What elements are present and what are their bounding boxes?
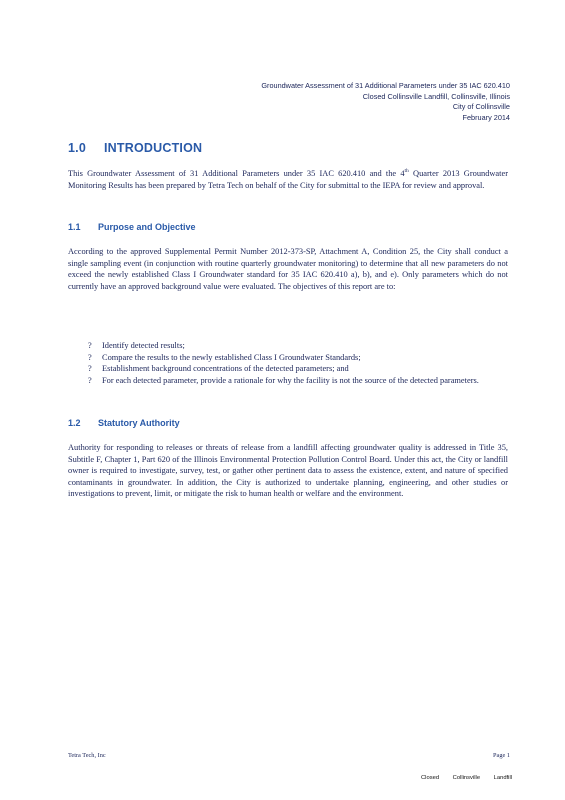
- header-date: February 2014: [462, 112, 510, 122]
- bullet-mark: ?: [88, 352, 92, 362]
- section-title: INTRODUCTION: [104, 141, 203, 155]
- authority-paragraph: Authority for responding to releases or threats of release from a landfill affecting groundwater quality is addressed in Title 35, Subtitle F, Chapter 1, Part 620 of the Illinois Environmental Protection Pollution Control Board. Under this act, the City or landfill owner is required to investigate, survey, test, or gather other pertinent data to assess the existence, extent, and nature of specified contaminants in groundwater. In addition, the City is authorized to undertake planning, engineering, and other studies or investigations to prevent, limit, or mitigate the risk to human health or welfare and the environment.: [68, 443, 508, 498]
- intro-text-part2: Quarter 2013 Groundwater Monitoring Results has been prepared by Tetra Tech on behalf of the City for submittal to the IEPA for review and approval.: [68, 169, 508, 190]
- purpose-paragraph: According to the approved Supplemental Permit Number 2012-373-SP, Attachment A, Condition 25, the City shall conduct a single sampling event (in conjunction with routine quarterly groundwater monitoring) to determine that all new parameters do not exceed the newly established Class I Groundwater standard for 35 IAC 620.410 a), b), and e). Only parameters which do not currently have an approved background value were evaluated. The objectives of this report are to:: [68, 247, 508, 291]
- subsection-title: Purpose and Objective: [98, 222, 196, 232]
- footer-page-number: Page 1: [493, 752, 510, 759]
- document-header: [261, 81, 510, 123]
- list-item: [88, 363, 508, 375]
- list-item: [88, 352, 508, 364]
- list-item-text: For each detected parameter, provide a rationale for why the facility is not the source of the detected parameters.: [102, 375, 479, 385]
- header-client: City of Collinsville: [452, 102, 510, 111]
- list-item-text: Identify detected results;: [102, 341, 185, 350]
- bullet-mark: ?: [88, 364, 92, 373]
- list-item-text: Establishment background concentrations of the detected parameters; and: [102, 364, 349, 373]
- subsection-title: Statutory Authority: [98, 418, 180, 428]
- intro-text-part1: This Groundwater Assessment of 31 Additional Parameters under 35 IAC 620.410 and the 4: [68, 169, 405, 178]
- list-item-text: Compare the results to the newly established Class I Groundwater Standards;: [102, 352, 361, 362]
- section-number: 1.0: [68, 141, 86, 155]
- list-item: [88, 375, 508, 387]
- introduction-paragraph: [68, 168, 508, 191]
- section-heading-introduction: [68, 141, 202, 155]
- footer-company: Tetra Tech, Inc: [68, 752, 106, 759]
- objectives-list: [88, 340, 508, 386]
- footer-site-label: Closed Collinsville Landfill: [421, 775, 513, 781]
- section-heading-authority: [68, 418, 180, 428]
- header-report-title: Groundwater Assessment of 31 Additional Parameters under 35 IAC 620.410: [261, 81, 510, 90]
- subsection-number: 1.2: [68, 418, 81, 428]
- section-heading-purpose: [68, 222, 196, 232]
- list-item: [88, 340, 508, 352]
- subsection-number: 1.1: [68, 222, 81, 232]
- bullet-mark: ?: [88, 341, 92, 350]
- intro-superscript: th: [404, 168, 409, 175]
- bullet-mark: ?: [88, 375, 92, 385]
- header-site-name: Closed Collinsville Landfill, Collinsville, Illinois: [362, 91, 510, 101]
